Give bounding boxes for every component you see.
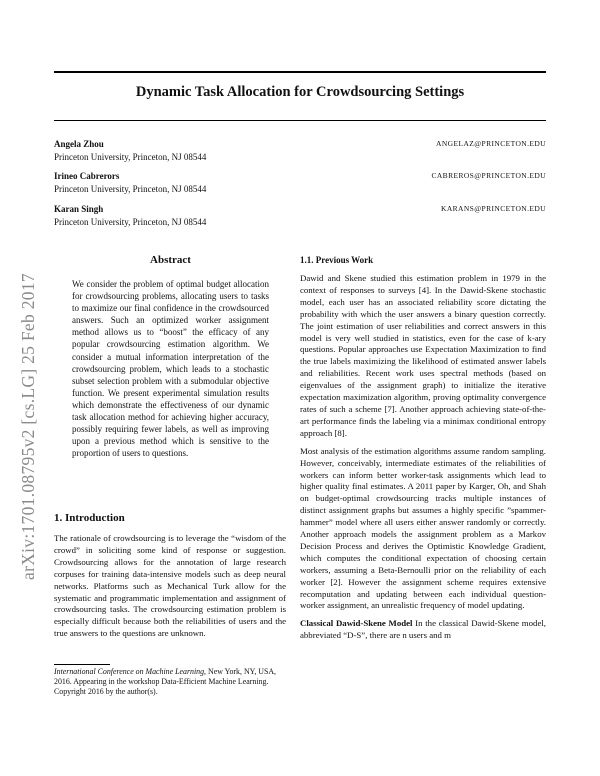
author-affiliation: Princeton University, Princeton, NJ 08544 xyxy=(54,217,207,227)
author-affiliation: Princeton University, Princeton, NJ 08544 xyxy=(54,152,207,162)
author-email[interactable]: KARANS@PRINCETON.EDU xyxy=(441,204,546,213)
abstract-heading: Abstract xyxy=(150,254,191,266)
previous-work-paragraph: Most analysis of the estimation algorithms assume random sampling. However, conceivably, intermediate estimates of the reliabilities of workers can inform better worker-task assignments which lead to higher quality final estimates. A 2011 paper by Karger, Oh, and Shah on budget-optimal crowdsourcing tracks multiple instances of distinct assignment graphs but assumes a highly specific ”spammer-hammer” model where all users either answer randomly or correctly. Another approach models the assignment problem as a Markov Decision Process and derives the Optimistic Knowledge Gradient, which computes the conditional expectation of choosing certain workers, assuming a Beta-Bernoulli prior on the reliability of each worker [2]. However the assignment scheme requires extensive recomputation and updating between each individual question-worker assignment, an unrealistic frequency of model updating. xyxy=(300,445,546,611)
author-name: Angela Zhou xyxy=(54,139,104,149)
footnote-rule xyxy=(54,664,110,665)
introduction-heading: 1. Introduction xyxy=(54,512,125,524)
footnote-text: , New York, NY, USA, 2016. Appearing in the workshop Data-Efficient Machine Learning. Copyright 2016 by the author(s). xyxy=(54,667,277,697)
author-block xyxy=(54,139,546,162)
run-in-text: In the classical Dawid-Skene model, abbreviated “D-S”, there are n users and m xyxy=(300,618,546,641)
author-block xyxy=(54,204,546,227)
title-bottom-rule xyxy=(54,120,546,121)
abstract-section xyxy=(72,254,269,459)
previous-work-paragraph: Dawid and Skene studied this estimation problem in 1979 in the context of responses to surveys [4]. In the Dawid-Skene stochastic model, each user has an associated reliability score dictating the probability with which the user answers a binary question correctly. The joint estimation of user reliabilities and correct answers in this model is very well studied in statistics, even for the case of k-ary questions. Popular approaches use Expectation Maximization to find the true labels maximizing the likelihood of estimated answer labels and reliabilities. Recent work uses spectral methods (based on eigenvalues of the assignment graph) to initialize the iterative expectation maximization algorithm, proving optimality convergence rates of such a scheme [7]. Another approach achieving state-of-the-art performance finds the labeling via a minimax conditional entropy approach [8]. xyxy=(300,273,546,438)
footnote-venue: International Conference on Machine Learning xyxy=(54,667,205,676)
footnote xyxy=(54,667,286,698)
author-email[interactable]: ANGELAZ@PRINCETON.EDU xyxy=(436,139,546,148)
author-email[interactable]: CABREROS@PRINCETON.EDU xyxy=(431,171,546,180)
paper-title: Dynamic Task Allocation for Crowdsourcing Settings xyxy=(135,84,465,100)
author-block xyxy=(54,171,546,194)
introduction-text: The rationale of crowdsourcing is to leverage the “wisdom of the crowd” in soliciting some kind of response or suggestion. Crowdsourcing allows for the annotation of large research corpuses for training data-intensive models such as deep neural networks. Platforms such as Mechanical Turk allow for the systematic and programmatic implementation and assignment of crowdsourcing tasks. The crowdsourcing estimation problem is especially difficult because both the reliabilities of users and the true answers to the questions are unknown. xyxy=(54,533,286,639)
author-name: Karan Singh xyxy=(54,204,104,214)
dawid-skene-paragraph xyxy=(300,618,546,642)
previous-work-section xyxy=(300,255,546,648)
author-name: Irineo Cabrerors xyxy=(54,171,120,181)
abstract-text: We consider the problem of optimal budget allocation for crowdsourcing problems, allocating users to tasks to maximize our final confidence in the crowdsourced answers. Such an optimized worker assignment method allows us to “boost” the efficacy of any popular crowdsourcing estimation algorithm. We consider a mutual information interpretation of the crowdsourcing problem, which leads to a stochastic subset selection problem with a submodular objective function. We present experimental simulation results which demonstrate the effectiveness of our dynamic task allocation method for achieving higher accuracy, possibly requiring fewer labels, as well as improving upon a previous method which is sensitive to the proportion of users to questions. xyxy=(72,279,269,459)
arxiv-stamp[interactable]: arXiv:1701.08795v2 [cs.LG] 25 Feb 2017 xyxy=(18,273,38,580)
previous-work-heading: 1.1. Previous Work xyxy=(300,255,374,265)
run-in-heading: Classical Dawid-Skene Model xyxy=(300,618,413,629)
title-top-rule xyxy=(54,71,546,73)
author-affiliation: Princeton University, Princeton, NJ 08544 xyxy=(54,184,207,194)
introduction-section xyxy=(54,512,286,640)
